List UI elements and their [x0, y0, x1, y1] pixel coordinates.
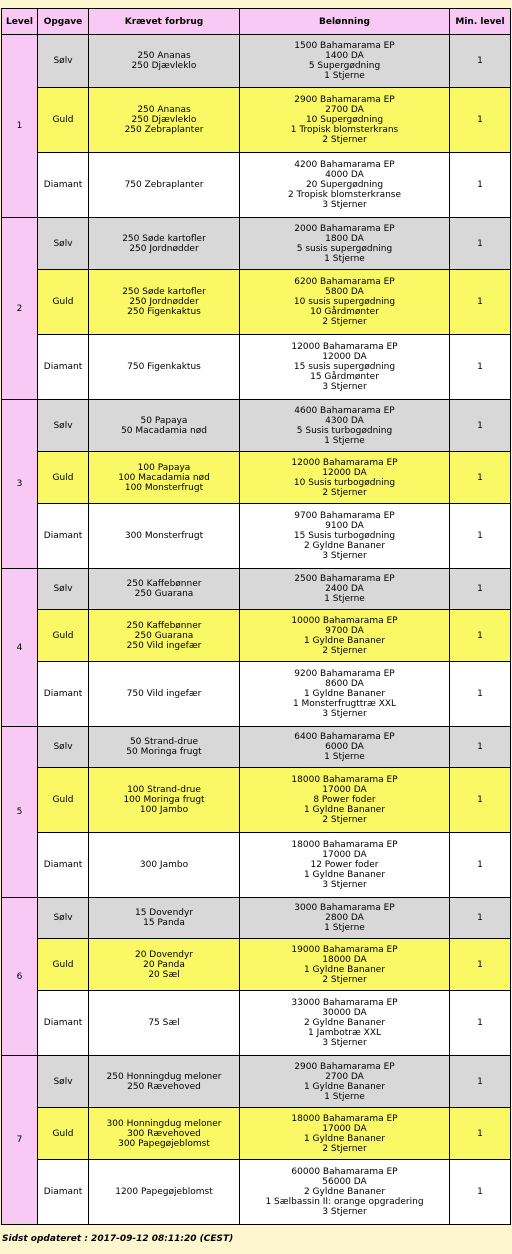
- table-row: [2, 270, 511, 335]
- tier-cell: Sølv: [38, 569, 89, 610]
- level-cell: 5: [2, 727, 38, 898]
- header-level: Level: [2, 9, 38, 35]
- reward-cell: 10000 Bahamarama EP 9700 DA 1 Gyldne Bananer 2 Stjerner: [240, 610, 450, 662]
- reward-cell: 18000 Bahamarama EP 17000 DA 8 Power foder 1 Gyldne Bananer 2 Stjerner: [240, 768, 450, 833]
- header-opgave: Opgave: [38, 9, 89, 35]
- min-level-cell: 1: [450, 88, 511, 153]
- min-level-cell: 1: [450, 35, 511, 88]
- min-level-cell: 1: [450, 218, 511, 270]
- min-level-cell: 1: [450, 153, 511, 218]
- required-cell: 50 Strand-drue 50 Moringa frugt: [89, 727, 240, 768]
- table-row: [2, 400, 511, 452]
- table-row: [2, 1056, 511, 1108]
- header-required: Krævet forbrug: [89, 9, 240, 35]
- reward-cell: 2500 Bahamarama EP 2400 DA 1 Stjerne: [240, 569, 450, 610]
- table-row: [2, 153, 511, 218]
- table-row: [2, 1160, 511, 1225]
- table-row: [2, 833, 511, 898]
- min-level-cell: 1: [450, 400, 511, 452]
- last-updated-footer: Sidst opdateret : 2017-09-12 08:11:20 (CEST): [2, 1234, 234, 1244]
- required-cell: 750 Vild ingefær: [89, 662, 240, 727]
- tier-cell: Guld: [38, 452, 89, 504]
- required-cell: 50 Papaya 50 Macadamia nød: [89, 400, 240, 452]
- reward-cell: 4600 Bahamarama EP 4300 DA 5 Susis turbogødning 1 Stjerne: [240, 400, 450, 452]
- rewards-table: [1, 8, 511, 1225]
- tier-cell: Diamant: [38, 153, 89, 218]
- required-cell: 250 Kaffebønner 250 Guarana: [89, 569, 240, 610]
- min-level-cell: 1: [450, 662, 511, 727]
- reward-cell: 12000 Bahamarama EP 12000 DA 10 Susis turbogødning 2 Stjerner: [240, 452, 450, 504]
- table-row: [2, 727, 511, 768]
- reward-cell: 2000 Bahamarama EP 1800 DA 5 susis supergødning 1 Stjerne: [240, 218, 450, 270]
- table-row: [2, 335, 511, 400]
- required-cell: 250 Kaffebønner 250 Guarana 250 Vild ingefær: [89, 610, 240, 662]
- tier-cell: Guld: [38, 610, 89, 662]
- reward-cell: 1500 Bahamarama EP 1400 DA 5 Supergødning 1 Stjerne: [240, 35, 450, 88]
- min-level-cell: 1: [450, 452, 511, 504]
- level-cell: 4: [2, 569, 38, 727]
- min-level-cell: 1: [450, 939, 511, 991]
- table-row: [2, 662, 511, 727]
- tier-cell: Diamant: [38, 833, 89, 898]
- table-row: [2, 35, 511, 88]
- tier-cell: Guld: [38, 939, 89, 991]
- table-row: [2, 939, 511, 991]
- min-level-cell: 1: [450, 898, 511, 939]
- reward-cell: 18000 Bahamarama EP 17000 DA 1 Gyldne Bananer 2 Stjerner: [240, 1108, 450, 1160]
- reward-cell: 6200 Bahamarama EP 5800 DA 10 susis supergødning 10 Gårdmønter 2 Stjerner: [240, 270, 450, 335]
- table-row: [2, 768, 511, 833]
- required-cell: 300 Monsterfrugt: [89, 504, 240, 569]
- required-cell: 300 Honningdug meloner 300 Rævehoved 300 Papegøjeblomst: [89, 1108, 240, 1160]
- table-row: [2, 88, 511, 153]
- min-level-cell: 1: [450, 1056, 511, 1108]
- min-level-cell: 1: [450, 1160, 511, 1225]
- reward-cell: 33000 Bahamarama EP 30000 DA 2 Gyldne Bananer 1 Jambotræ XXL 3 Stjerner: [240, 991, 450, 1056]
- min-level-cell: 1: [450, 569, 511, 610]
- table-row: [2, 569, 511, 610]
- required-cell: 300 Jambo: [89, 833, 240, 898]
- tier-cell: Diamant: [38, 504, 89, 569]
- reward-cell: 9200 Bahamarama EP 8600 DA 1 Gyldne Bananer 1 Monsterfrugttræ XXL 3 Stjerner: [240, 662, 450, 727]
- reward-cell: 19000 Bahamarama EP 18000 DA 1 Gyldne Bananer 2 Stjerner: [240, 939, 450, 991]
- tier-cell: Diamant: [38, 662, 89, 727]
- required-cell: 250 Ananas 250 Djævleklo: [89, 35, 240, 88]
- min-level-cell: 1: [450, 335, 511, 400]
- required-cell: 250 Honningdug meloner 250 Rævehoved: [89, 1056, 240, 1108]
- tier-cell: Sølv: [38, 400, 89, 452]
- header-min-level: Min. level: [450, 9, 511, 35]
- min-level-cell: 1: [450, 991, 511, 1056]
- table-row: [2, 991, 511, 1056]
- required-cell: 250 Søde kartofler 250 Jordnødder 250 Figenkaktus: [89, 270, 240, 335]
- min-level-cell: 1: [450, 768, 511, 833]
- required-cell: 20 Dovendyr 20 Panda 20 Sæl: [89, 939, 240, 991]
- tier-cell: Guld: [38, 88, 89, 153]
- tier-cell: Diamant: [38, 991, 89, 1056]
- reward-cell: 6400 Bahamarama EP 6000 DA 1 Stjerne: [240, 727, 450, 768]
- required-cell: 750 Figenkaktus: [89, 335, 240, 400]
- reward-cell: 4200 Bahamarama EP 4000 DA 20 Supergødning 2 Tropisk blomsterkranse 3 Stjerner: [240, 153, 450, 218]
- tier-cell: Diamant: [38, 335, 89, 400]
- table-row: [2, 452, 511, 504]
- level-cell: 2: [2, 218, 38, 400]
- reward-cell: 12000 Bahamarama EP 12000 DA 15 susis supergødning 15 Gårdmønter 3 Stjerner: [240, 335, 450, 400]
- min-level-cell: 1: [450, 727, 511, 768]
- tier-cell: Guld: [38, 1108, 89, 1160]
- level-cell: 3: [2, 400, 38, 569]
- reward-cell: 9700 Bahamarama EP 9100 DA 15 Susis turbogødning 2 Gyldne Bananer 3 Stjerner: [240, 504, 450, 569]
- required-cell: 100 Papaya 100 Macadamia nød 100 Monsterfrugt: [89, 452, 240, 504]
- required-cell: 75 Sæl: [89, 991, 240, 1056]
- level-cell: 6: [2, 898, 38, 1056]
- level-cell: 1: [2, 35, 38, 218]
- required-cell: 15 Dovendyr 15 Panda: [89, 898, 240, 939]
- table-row: [2, 610, 511, 662]
- min-level-cell: 1: [450, 833, 511, 898]
- table-row: [2, 218, 511, 270]
- table-row: [2, 1108, 511, 1160]
- reward-cell: 2900 Bahamarama EP 2700 DA 10 Supergødning 1 Tropisk blomsterkrans 2 Stjerner: [240, 88, 450, 153]
- tier-cell: Sølv: [38, 1056, 89, 1108]
- min-level-cell: 1: [450, 504, 511, 569]
- tier-cell: Guld: [38, 768, 89, 833]
- required-cell: 250 Ananas 250 Djævleklo 250 Zebraplanter: [89, 88, 240, 153]
- header-row: [2, 9, 511, 35]
- tier-cell: Sølv: [38, 35, 89, 88]
- tier-cell: Sølv: [38, 898, 89, 939]
- reward-cell: 2900 Bahamarama EP 2700 DA 1 Gyldne Bananer 1 Stjerne: [240, 1056, 450, 1108]
- tier-cell: Guld: [38, 270, 89, 335]
- table-row: [2, 898, 511, 939]
- reward-cell: 18000 Bahamarama EP 17000 DA 12 Power foder 1 Gyldne Bananer 3 Stjerner: [240, 833, 450, 898]
- tier-cell: Sølv: [38, 727, 89, 768]
- required-cell: 250 Søde kartofler 250 Jordnødder: [89, 218, 240, 270]
- level-cell: 7: [2, 1056, 38, 1225]
- min-level-cell: 1: [450, 270, 511, 335]
- tier-cell: Sølv: [38, 218, 89, 270]
- header-reward: Belønning: [240, 9, 450, 35]
- required-cell: 750 Zebraplanter: [89, 153, 240, 218]
- reward-cell: 60000 Bahamarama EP 56000 DA 2 Gyldne Bananer 1 Sælbassin II: orange opgradering 3 Stjerner: [240, 1160, 450, 1225]
- table-row: [2, 504, 511, 569]
- min-level-cell: 1: [450, 610, 511, 662]
- reward-cell: 3000 Bahamarama EP 2800 DA 1 Stjerne: [240, 898, 450, 939]
- required-cell: 1200 Papegøjeblomst: [89, 1160, 240, 1225]
- tier-cell: Diamant: [38, 1160, 89, 1225]
- required-cell: 100 Strand-drue 100 Moringa frugt 100 Jambo: [89, 768, 240, 833]
- min-level-cell: 1: [450, 1108, 511, 1160]
